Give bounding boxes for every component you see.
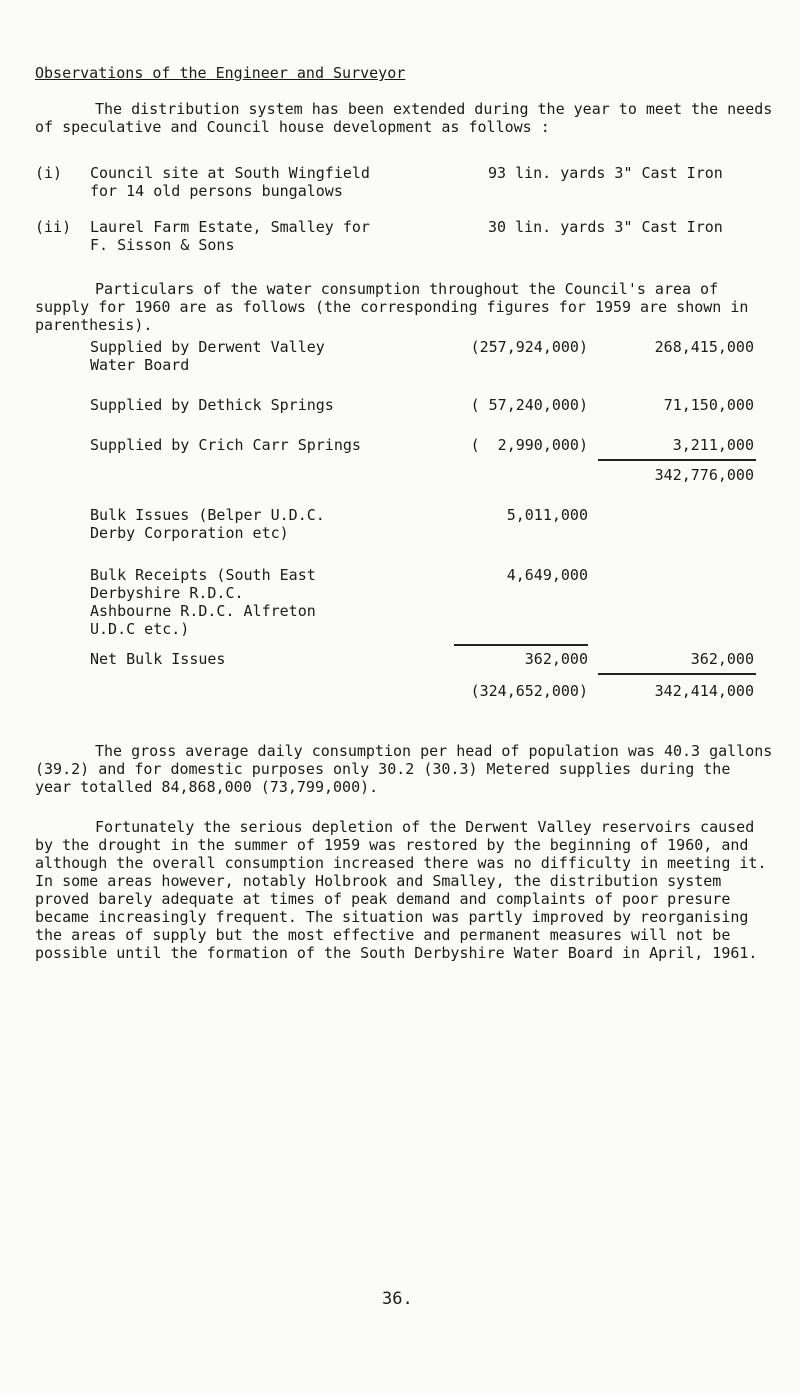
row-label: Ashbourne R.D.C. Alfreton bbox=[90, 602, 316, 620]
total-current-value: 342,414,000 bbox=[654, 682, 754, 700]
row-label: Water Board bbox=[90, 356, 190, 374]
total-previous-value: (324,652,000) bbox=[470, 682, 588, 700]
page-number: 36. bbox=[382, 1289, 413, 1309]
item-label: (i) bbox=[35, 164, 63, 182]
row-label: Supplied by Dethick Springs bbox=[90, 396, 334, 414]
particulars-paragraph: Particulars of the water consumption throughout the Council's area of supply for 1960 are as follows (the corresponding figures for 1959 are shown in parenthesis). bbox=[35, 280, 749, 334]
item-line: F. Sisson & Sons bbox=[90, 236, 235, 254]
current-value: 268,415,000 bbox=[654, 338, 754, 356]
bulk-issues-value: 5,011,000 bbox=[506, 506, 588, 524]
row-label: Bulk Receipts (South East bbox=[90, 566, 316, 584]
net-rule bbox=[454, 644, 588, 646]
row-label: Supplied by Derwent Valley bbox=[90, 338, 325, 356]
previous-value: ( 2,990,000) bbox=[470, 436, 588, 454]
item-label: (ii) bbox=[35, 218, 72, 236]
net-value: 362,000 bbox=[524, 650, 588, 668]
row-label: U.D.C etc.) bbox=[90, 620, 190, 638]
intro-paragraph: The distribution system has been extended during the year to meet the needs of speculative and Council house development as follows : bbox=[35, 100, 773, 136]
net-label: Net Bulk Issues bbox=[90, 650, 226, 668]
page-heading: Observations of the Engineer and Surveyor bbox=[35, 64, 406, 82]
row-label: Derbyshire R.D.C. bbox=[90, 584, 244, 602]
previous-value: ( 57,240,000) bbox=[470, 396, 588, 414]
net-current-value: 362,000 bbox=[690, 650, 754, 668]
current-value: 3,211,000 bbox=[672, 436, 754, 454]
row-label: Supplied by Crich Carr Springs bbox=[90, 436, 361, 454]
item-line: Laurel Farm Estate, Smalley for bbox=[90, 218, 370, 236]
item-line: Council site at South Wingfield bbox=[90, 164, 370, 182]
total-rule bbox=[598, 673, 756, 675]
subtotal-rule bbox=[598, 459, 756, 461]
previous-value: (257,924,000) bbox=[470, 338, 588, 356]
item-detail: 93 lin. yards 3" Cast Iron bbox=[488, 164, 723, 182]
row-label: Derby Corporation etc) bbox=[90, 524, 289, 542]
item-detail: 30 lin. yards 3" Cast Iron bbox=[488, 218, 723, 236]
current-value: 71,150,000 bbox=[663, 396, 754, 414]
subtotal-value: 342,776,000 bbox=[654, 466, 754, 484]
row-label: Bulk Issues (Belper U.D.C. bbox=[90, 506, 325, 524]
gross-paragraph: The gross average daily consumption per head of population was 40.3 gallons (39.2) and for domestic purposes only 30.2 (30.3) Metered supplies during the year totalled 84,868,000 (73,799,000). bbox=[35, 742, 773, 796]
bulk-receipts-value: 4,649,000 bbox=[506, 566, 588, 584]
item-line: for 14 old persons bungalows bbox=[90, 182, 343, 200]
depletion-paragraph: Fortunately the serious depletion of the Derwent Valley reservoirs caused by the drought in the summer of 1959 was restored by the beginning of 1960, and although the overall consumption increased there was no difficulty in meeting it. In some areas however, notably Holbrook and Smalley, the distribution system proved barely adequate at times of peak demand and complaints of poor presure became increasingly frequent. The situation was partly improved by reorganising the areas of supply but the most effective and permanent measures will not be possible until the formation of the South Derbyshire Water Board in April, 1961. bbox=[35, 818, 767, 962]
